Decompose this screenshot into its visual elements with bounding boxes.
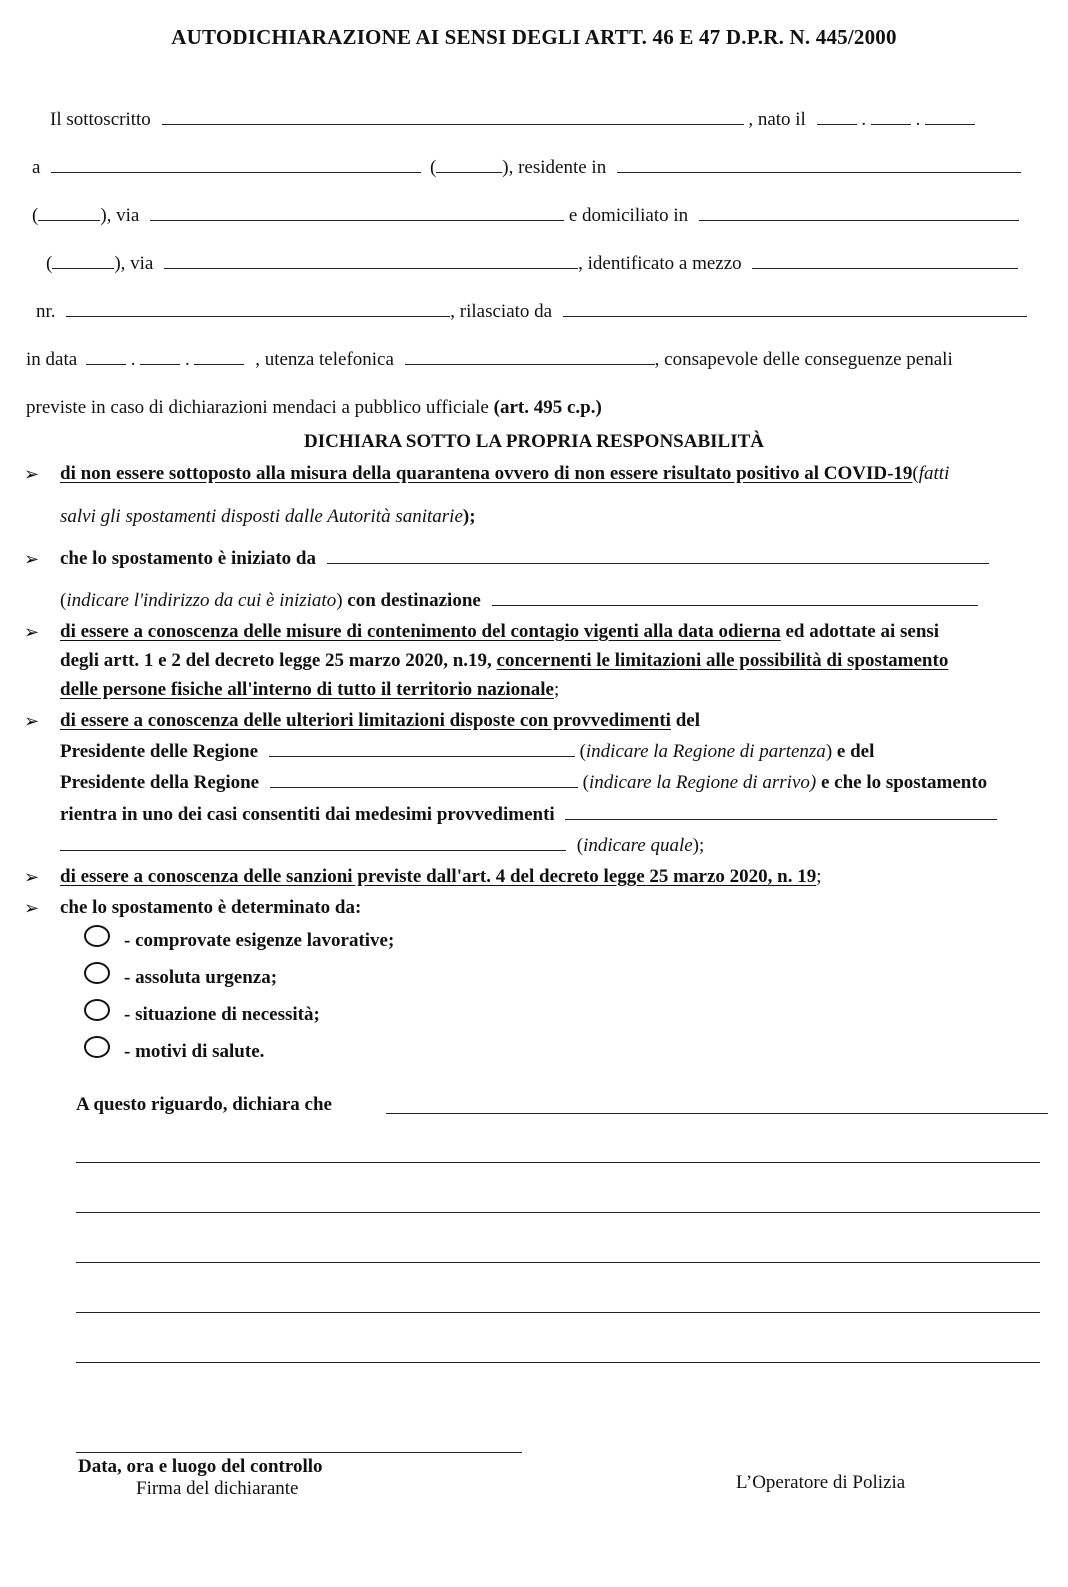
birth-month-field[interactable] xyxy=(871,109,911,125)
quarantine-paren: ( xyxy=(912,463,919,484)
reason-work: - comprovate esigenze lavorative; xyxy=(124,930,395,951)
president-departure-line xyxy=(60,741,874,763)
residence-street-field[interactable] xyxy=(150,205,564,221)
arrival-region-note: indicare la Regione di arrivo) xyxy=(588,772,817,793)
reason-urgency: - assoluta urgenza; xyxy=(124,967,278,988)
sanctions-text: di essere a conoscenza delle sanzioni previste dall'art. 4 del decreto legge 25 marzo 2020, n. 19 xyxy=(60,866,817,887)
previste-text: previste in caso di dichiarazioni mendaci a pubblico ufficiale xyxy=(26,397,494,418)
paren-open: ( xyxy=(579,741,586,762)
knowledge1-end: ; xyxy=(553,679,560,700)
address-line xyxy=(32,205,1019,227)
knowledge-item-1 xyxy=(60,621,939,643)
start-note: indicare l'indirizzo da cui è iniziato xyxy=(66,590,337,611)
radio-necessity[interactable] xyxy=(84,999,110,1021)
quarantine-note: fatti xyxy=(918,463,950,484)
consapevole-text: , consapevole delle conseguenze penali xyxy=(654,349,953,370)
destination-label: con destinazione xyxy=(342,590,481,611)
president-departure-label: Presidente delle Regione xyxy=(60,741,259,762)
via-label: ), via xyxy=(100,205,140,226)
a-label: a xyxy=(32,157,41,178)
rientra-line xyxy=(60,804,997,826)
arrow-bullet-icon: ➢ xyxy=(24,711,40,731)
start-item xyxy=(60,548,989,570)
sanctions-end: ; xyxy=(816,866,822,887)
paren-open: ( xyxy=(576,835,584,856)
birthplace-field[interactable] xyxy=(51,157,421,173)
rientra-label: rientra in uno dei casi consentiti dai medesimi provvedimenti xyxy=(60,804,555,825)
date-separator: . xyxy=(130,349,136,370)
allowed-case-field[interactable] xyxy=(565,804,997,820)
knowledge1-territory: delle persone fisiche all'interno di tutto il territorio nazionale xyxy=(60,679,554,700)
identificato-label: , identificato a mezzo xyxy=(578,253,742,274)
paren-open: ( xyxy=(429,157,437,178)
start-address-field[interactable] xyxy=(327,548,989,564)
reason-necessity: - situazione di necessità; xyxy=(124,1004,320,1025)
paren-open: ( xyxy=(46,253,53,274)
control-label: Data, ora e luogo del controllo xyxy=(78,1456,323,1477)
residente-label: ), residente in xyxy=(502,157,607,178)
statement-field-line-6[interactable] xyxy=(76,1362,1040,1363)
issued-by-field[interactable] xyxy=(563,301,1027,317)
quarantine-text: di non essere sottoposto alla misura della quarantena ovvero di non essere risultato positivo al COVID-19 xyxy=(60,463,913,484)
birth-year-field[interactable] xyxy=(925,109,975,125)
residence-field[interactable] xyxy=(617,157,1021,173)
determined-item: che lo spostamento è determinato da: xyxy=(60,897,362,918)
issue-month-field[interactable] xyxy=(140,349,180,365)
penalty-line xyxy=(26,397,602,419)
document-number-line xyxy=(36,301,1027,323)
domicile-field[interactable] xyxy=(699,205,1019,221)
domicile-street-field[interactable] xyxy=(164,253,578,269)
reason-health: - motivi di salute. xyxy=(124,1041,265,1062)
id-document-field[interactable] xyxy=(752,253,1018,269)
knowledge2-text: di essere a conoscenza delle ulteriori limitazioni disposte con provvedimenti xyxy=(60,710,671,731)
firma-label: Firma del dichiarante xyxy=(136,1478,299,1499)
sottoscritto-line xyxy=(50,109,975,131)
name-field[interactable] xyxy=(162,109,744,125)
signature-field[interactable] xyxy=(76,1452,522,1453)
departure-region-field[interactable] xyxy=(269,741,575,757)
destination-field[interactable] xyxy=(492,590,978,606)
quarantine-note-cont: salvi gli spostamenti disposti dalle Autorità sanitarie xyxy=(60,506,463,527)
birthplace-line xyxy=(32,157,1021,179)
arrow-bullet-icon: ➢ xyxy=(24,622,40,642)
knowledge1-rest: ed adottate ai sensi xyxy=(780,621,940,642)
statement-field-line-5[interactable] xyxy=(76,1312,1040,1313)
sottoscritto-label: Il sottoscritto xyxy=(50,109,151,130)
statement-label: A questo riguardo, dichiara che xyxy=(76,1094,332,1115)
document-number-field[interactable] xyxy=(66,301,450,317)
sanctions-item xyxy=(60,866,821,888)
quale-line xyxy=(60,835,704,857)
quale-note: indicare quale xyxy=(583,835,693,856)
start-label: che lo spostamento è iniziato da xyxy=(60,548,316,569)
domicile-line xyxy=(46,253,1018,275)
issue-date-line xyxy=(26,349,953,371)
domicile-province-field[interactable] xyxy=(52,253,114,269)
arrival-region-field[interactable] xyxy=(270,772,578,788)
radio-health[interactable] xyxy=(84,1036,110,1058)
date-separator: . xyxy=(915,109,921,130)
statement-line xyxy=(76,1094,332,1116)
arrow-bullet-icon: ➢ xyxy=(24,898,40,918)
knowledge-item-1-line3 xyxy=(60,679,559,701)
date-separator: . xyxy=(861,109,867,130)
nr-label: nr. xyxy=(36,301,56,322)
radio-urgency[interactable] xyxy=(84,962,110,984)
statement-field-line-4[interactable] xyxy=(76,1262,1040,1263)
president-arrival-label: Presidente della Regione xyxy=(60,772,260,793)
date-separator: . xyxy=(184,349,190,370)
rilasciato-label: , rilasciato da xyxy=(450,301,553,322)
domiciliato-label: e domiciliato in xyxy=(568,205,689,226)
statement-field-line-2[interactable] xyxy=(76,1162,1040,1163)
issue-day-field[interactable] xyxy=(86,349,126,365)
operator-label: L’Operatore di Polizia xyxy=(736,1472,906,1493)
via-label: ), via xyxy=(114,253,154,274)
knowledge2-rest: del xyxy=(670,710,700,731)
issue-year-field[interactable] xyxy=(194,349,244,365)
arrow-bullet-icon: ➢ xyxy=(24,867,40,887)
paren-close: ) xyxy=(825,741,833,762)
knowledge1-limits: concernenti le limitazioni alle possibilità di spostamento xyxy=(496,650,949,671)
paren-close: ) xyxy=(336,590,343,611)
phone-field[interactable] xyxy=(405,349,655,365)
residence-province-field[interactable] xyxy=(38,205,100,221)
departure-region-note: indicare la Regione di partenza xyxy=(585,741,826,762)
quarantine-end: ); xyxy=(462,506,476,527)
quarantine-item xyxy=(60,463,949,485)
birth-day-field[interactable] xyxy=(817,109,857,125)
quarantine-item-cont xyxy=(60,506,476,528)
allowed-case-field-cont[interactable] xyxy=(60,835,566,851)
article-reference: (art. 495 c.p.) xyxy=(493,397,602,418)
document-title: AUTODICHIARAZIONE AI SENSI DEGLI ARTT. 46 E 47 D.P.R. N. 445/2000 xyxy=(171,25,897,49)
paren-open: ( xyxy=(582,772,589,793)
paren-open: ( xyxy=(60,590,67,611)
statement-field[interactable] xyxy=(386,1113,1048,1114)
arrow-bullet-icon: ➢ xyxy=(24,464,40,484)
statement-field-line-3[interactable] xyxy=(76,1212,1040,1213)
knowledge-item-1-line2 xyxy=(60,650,948,672)
knowledge-item-2 xyxy=(60,710,700,732)
in-data-label: in data xyxy=(26,349,78,370)
president-arrival-line xyxy=(60,772,987,794)
radio-work[interactable] xyxy=(84,925,110,947)
destination-line xyxy=(60,590,978,612)
utenza-label: , utenza telefonica xyxy=(255,349,394,370)
paren-open: ( xyxy=(32,205,39,226)
knowledge1-decree: degli artt. 1 e 2 del decreto legge 25 marzo 2020, n.19, xyxy=(60,650,497,671)
president-arrival-end: e che lo spostamento xyxy=(816,772,988,793)
nato-il-label: , nato il xyxy=(748,109,806,130)
arrow-bullet-icon: ➢ xyxy=(24,549,40,569)
birth-province-field[interactable] xyxy=(436,157,502,173)
paren-close: ); xyxy=(692,835,705,856)
knowledge1-text: di essere a conoscenza delle misure di contenimento del contagio vigenti alla data odierna xyxy=(60,621,781,642)
declaration-heading: DICHIARA SOTTO LA PROPRIA RESPONSABILITÀ xyxy=(304,431,764,452)
president-departure-end: e del xyxy=(832,741,875,762)
